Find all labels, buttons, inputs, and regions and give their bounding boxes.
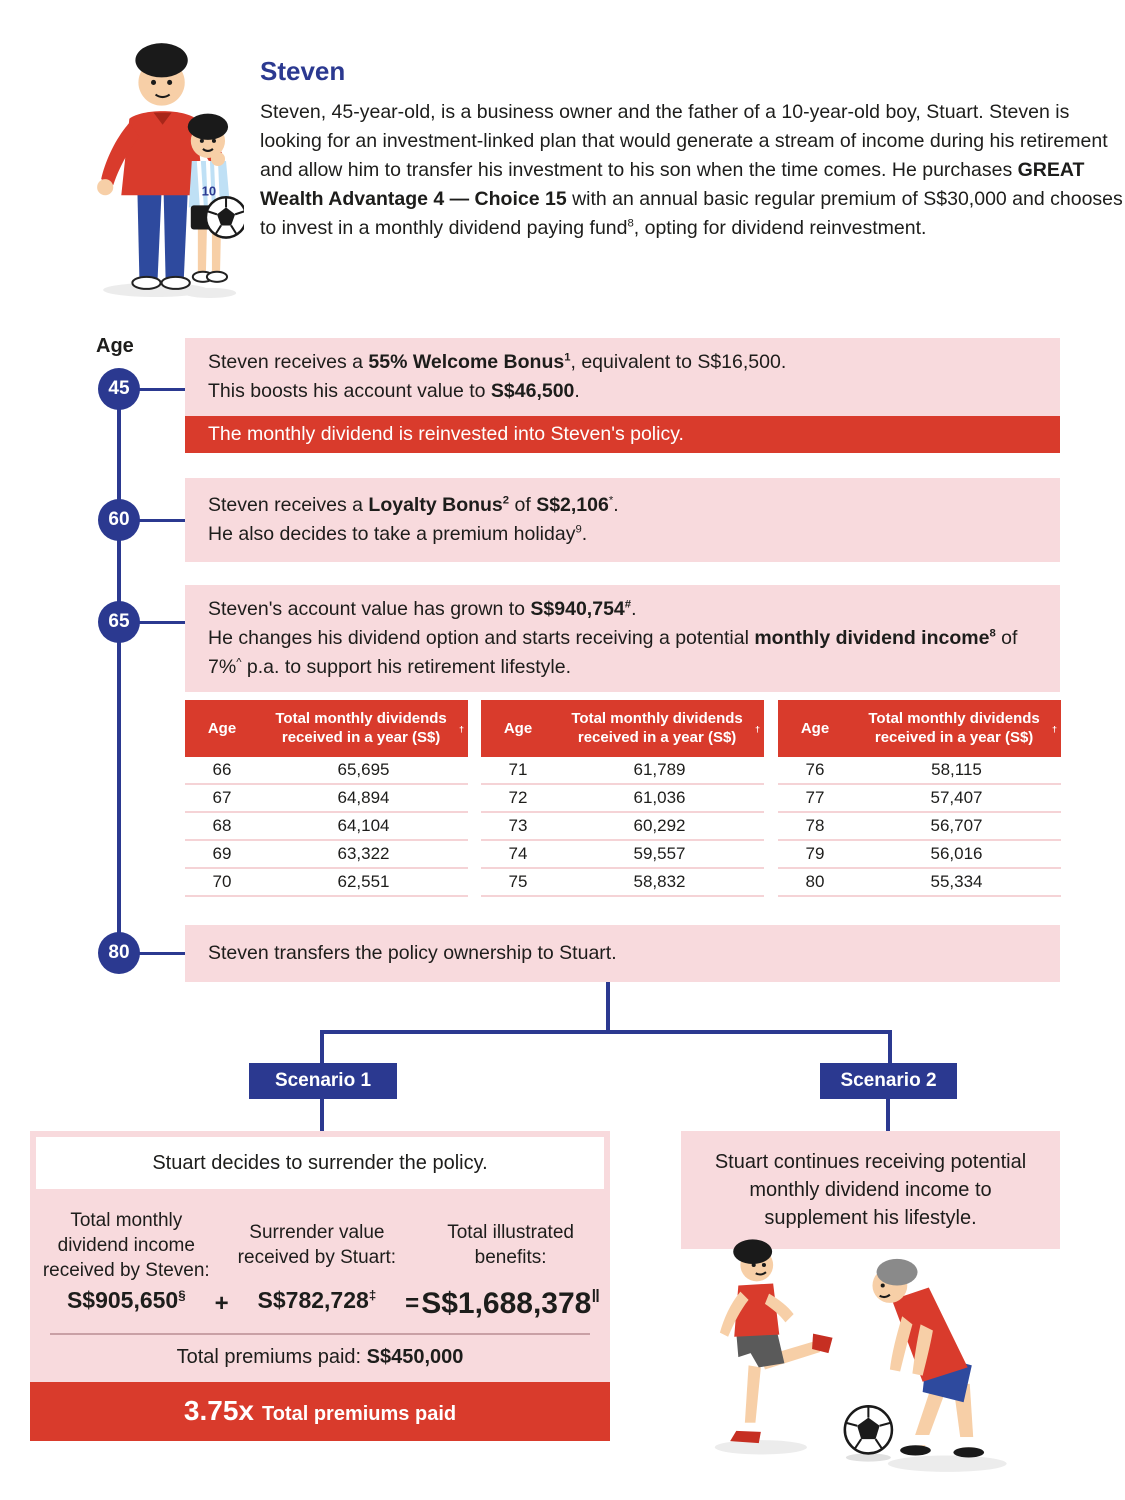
soccer-illustration <box>676 1222 1071 1478</box>
table-header-value: Total monthly dividends received in a year (S$) † <box>275 709 464 746</box>
scenario2-connector <box>886 1099 890 1131</box>
scenario2-panel: Stuart continues receiving potential monthly dividend income to supplement his lifestyle. <box>681 1131 1060 1249</box>
dividend-income-label: Total monthly dividend income received by Steven: <box>42 1209 210 1281</box>
timeline-line <box>117 389 121 953</box>
table-row: 68 64,104 <box>185 813 468 841</box>
milestone-80-box <box>185 925 1060 982</box>
table-row: 71 61,789 <box>481 757 764 785</box>
table-row: 69 63,322 <box>185 841 468 869</box>
milestone-65-box <box>185 585 1060 692</box>
table-row: 67 64,894 <box>185 785 468 813</box>
table-row: 73 60,292 <box>481 813 764 841</box>
milestone-60-line2: He also decides to take a premium holiday$^9$. <box>208 523 588 545</box>
scenario1-heading: Stuart decides to surrender the policy. <box>36 1137 604 1189</box>
timeline-node-65: 65 <box>98 601 140 643</box>
milestone-45-line2: This boosts his account value to S$46,500. <box>208 380 580 402</box>
table-row: 74 59,557 <box>481 841 764 869</box>
scenario1-panel <box>30 1131 610 1441</box>
dividend-table-group-1 <box>185 700 468 897</box>
surrender-value-item <box>231 1203 404 1321</box>
milestone-80-text: Steven transfers the policy ownership to Stuart. <box>208 942 617 964</box>
milestone-60-box <box>185 478 1060 562</box>
total-benefits-item <box>421 1203 600 1321</box>
father-son-illustration <box>56 20 244 300</box>
milestone-60-line1: Steven receives a Loyalty Bonus$^2$ of S$2,106*. <box>208 494 619 516</box>
table-row: 72 61,036 <box>481 785 764 813</box>
multiple-value: 3.75x <box>183 1395 254 1426</box>
timeline-node-80: 80 <box>98 932 140 974</box>
table-row: 80 55,334 <box>778 869 1061 897</box>
dividend-table-group-2 <box>481 700 764 897</box>
table-row: 66 65,695 <box>185 757 468 785</box>
table-header <box>481 700 764 757</box>
branch-line-stem <box>606 982 610 1032</box>
table-row: 76 58,115 <box>778 757 1061 785</box>
timeline-connector-80 <box>139 952 185 955</box>
scenario1-formula <box>30 1189 610 1333</box>
table-header-age: Age <box>800 720 830 737</box>
branch-line-right <box>888 1032 892 1065</box>
dividend-income-item <box>40 1203 213 1321</box>
total-benefits-value: S$1,688,378‖ <box>421 1286 600 1320</box>
table-row: 77 57,407 <box>778 785 1061 813</box>
dividend-income-value: S$905,650§ <box>66 1287 186 1313</box>
branch-line-left <box>320 1032 324 1065</box>
table-row: 78 56,707 <box>778 813 1061 841</box>
milestone-65-line2: He changes his dividend option and starts receiving a potential monthly dividend income$^8$ of 7%^ p.a. to support his retirement lifestyle. <box>208 627 1018 678</box>
premium-multiple-banner <box>30 1382 610 1441</box>
table-row: 70 62,551 <box>185 869 468 897</box>
timeline-connector-45 <box>139 388 185 391</box>
age-axis-label: Age <box>96 335 134 357</box>
scenario1-connector <box>320 1099 324 1131</box>
jersey-number: 10 <box>201 183 217 199</box>
table-row: 75 58,832 <box>481 869 764 897</box>
table-header-age: Age <box>503 720 533 737</box>
table-header-value: Total monthly dividends received in a year (S$) † <box>868 709 1057 746</box>
timeline-connector-60 <box>139 519 185 522</box>
milestone-65-line1: Steven's account value has grown to S$940,754#. <box>208 598 637 620</box>
table-header-value: Total monthly dividends received in a year (S$) † <box>571 709 760 746</box>
table-row: 79 56,016 <box>778 841 1061 869</box>
scenario1-label: Scenario 1 <box>249 1063 397 1099</box>
surrender-value-value: S$782,728‡ <box>257 1287 377 1313</box>
plus-operator: + <box>214 1290 229 1317</box>
intro-paragraph: Steven, 45-year-old, is a business owner and the father of a 10-year-old boy, Stuart. Steven is looking for an investment-linked plan that would generate a stream of income during his retirement and allow him to transfer his investment to his son when the time comes. He purchases GREAT Wealth Advantage 4 — Choice 15 with an annual basic regular premium of S$30,000 and chooses to invest in a monthly dividend paying fund$^8$, opting for dividend reinvestment. <box>260 101 1123 239</box>
reinvest-banner: The monthly dividend is reinvested into Steven's policy. <box>185 416 1060 453</box>
table-header <box>778 700 1061 757</box>
dividend-table-group-3 <box>778 700 1061 897</box>
branch-line-horizontal <box>320 1030 892 1034</box>
table-header <box>185 700 468 757</box>
timeline-connector-65 <box>139 621 185 624</box>
total-benefits-label: Total illustrated benefits: <box>447 1222 574 1268</box>
surrender-value-label: Surrender value received by Stuart: <box>237 1222 397 1268</box>
timeline-node-45: 45 <box>98 368 140 410</box>
milestone-45-box <box>185 338 1060 416</box>
milestone-45-line1: Steven receives a 55% Welcome Bonus$^1$, equivalent to S$16,500. <box>208 351 787 373</box>
total-premiums-paid: Total premiums paid: S$450,000 <box>176 1346 464 1368</box>
timeline-node-60: 60 <box>98 499 140 541</box>
table-header-age: Age <box>207 720 237 737</box>
person-name: Steven <box>260 56 346 86</box>
equals-operator: = <box>405 1290 420 1317</box>
multiple-caption: Total premiums paid <box>261 1403 457 1425</box>
scenario2-label: Scenario 2 <box>820 1063 957 1099</box>
